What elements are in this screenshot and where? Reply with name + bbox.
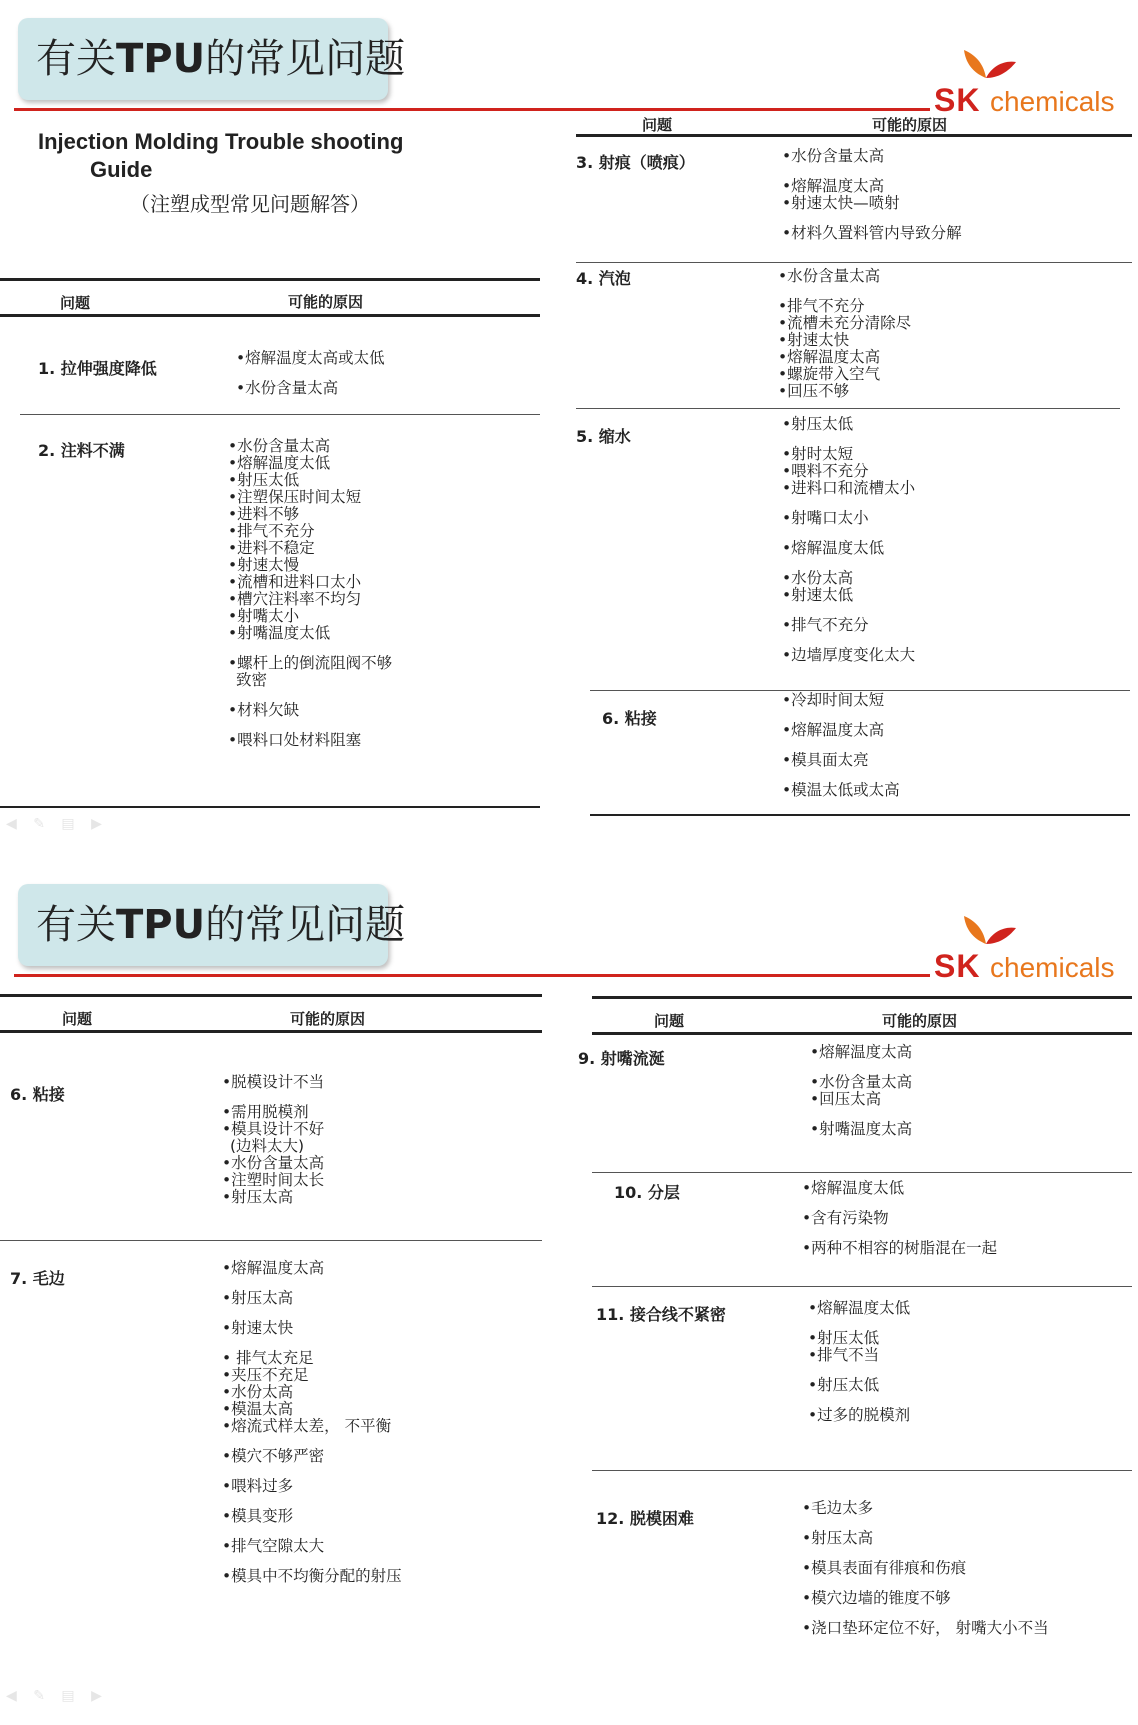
header-rule [0,314,540,317]
problem-label: 3. 射痕（喷痕） [576,153,695,172]
slide-nav-icons[interactable]: ◀ ✎ ▤ ▶ [6,816,108,832]
table-top-rule [0,278,540,281]
logo-chemicals-text: chemicals [990,86,1115,117]
cause-item: •熔解温度太高 [810,1043,913,1061]
cause-item: •螺杆上的倒流阻阀不够 [228,654,393,672]
logo-chemicals-text: chemicals [990,952,1115,983]
header-rule [0,1030,542,1033]
cause-group [808,1377,910,1394]
cause-item: •注塑保压时间太短 [228,488,362,506]
logo-sk-text: SK [934,82,981,118]
slide-title: 有关TPU的常见问题 [18,18,388,100]
cause-item: •排气不充分 [782,616,869,634]
cause-item: •排气不充分 [228,522,315,540]
cause-item: •射嘴温度太低 [228,624,331,642]
cause-group [810,1074,912,1108]
cause-item: •射压太低 [808,1329,880,1347]
cause-group [228,732,392,749]
logo-sk-text: SK [934,948,981,984]
table-top-rule [592,996,1132,999]
cause-item: •喂料过多 [222,1477,294,1495]
cause-item: •熔解温度太低 [228,454,331,472]
cause-group [782,570,915,604]
row-divider [576,408,1120,409]
row-divider [592,1172,1132,1173]
cause-group [782,782,900,799]
cause-group [802,1530,1049,1547]
cause-group [222,1478,402,1495]
cause-item: •流槽和进料口太小 [228,573,362,591]
cause-group [222,1448,402,1465]
cause-item: •夹压不充足 [222,1366,309,1384]
cause-group [222,1074,324,1091]
problem-label: 6. 粘接 [10,1085,65,1104]
cause-item: •模穴边墙的锥度不够 [802,1589,951,1607]
cause-item: •模具中不均衡分配的射压 [222,1567,402,1585]
cause-group [782,225,962,242]
cause-item: •射速太快—喷射 [782,194,900,212]
cause-item: •进料不稳定 [228,539,315,557]
cause-item: • 排气太充足 [222,1349,314,1367]
cause-item: •水份含量太高 [236,379,339,397]
row-divider [576,262,1132,263]
cause-item: •冷却时间太短 [782,691,885,709]
cause-list [802,1180,997,1270]
cause-item: •熔解温度太低 [808,1299,911,1317]
cause-item: •水份太高 [222,1383,294,1401]
header-problem: 问题 [62,1010,93,1028]
cause-item: •熔解温度太低 [782,539,885,557]
cause-group [802,1590,1049,1607]
cause-group [810,1044,912,1061]
cause-list [802,1500,1049,1650]
table-bottom-rule [0,806,540,808]
cause-group [222,1568,402,1585]
cause-list [228,438,392,762]
cause-item: •浇口垫环定位不好， 射嘴大小不当 [802,1619,1049,1637]
cause-item: •射速太快 [778,331,850,349]
slide-1 [0,0,1138,859]
cause-item: •回压太高 [810,1090,882,1108]
cause-group [228,438,392,642]
cause-item: •流槽未充分清除尽 [778,314,912,332]
cause-group [222,1350,402,1435]
cause-group [782,692,900,709]
cause-item: •射速太慢 [228,556,300,574]
cause-item: •喂料不充分 [782,462,869,480]
cause-group [802,1620,1049,1637]
problem-label: 2. 注料不满 [38,441,125,460]
table-top-rule [0,994,542,997]
cause-item: •射速太低 [782,586,854,604]
cause-list [778,268,911,413]
sk-chemicals-logo [920,914,1120,986]
cause-group [802,1560,1049,1577]
problem-label: 5. 缩水 [576,427,631,446]
table-bottom-rule [590,814,1130,816]
header-rule [576,134,1132,137]
header-cause: 可能的原因 [288,293,364,311]
cause-group [222,1290,402,1307]
cause-item: •进料口和流槽太小 [782,479,916,497]
cause-list [236,350,385,410]
problem-label: 7. 毛边 [10,1269,65,1288]
header-cause: 可能的原因 [290,1010,366,1028]
slide-nav-icons[interactable]: ◀ ✎ ▤ ▶ [6,1688,108,1704]
cause-item: •材料欠缺 [228,701,300,719]
problem-label: 10. 分层 [614,1183,680,1202]
cause-item: •水份含量太高 [228,437,331,455]
cause-item: •熔解温度太高或太低 [236,349,385,367]
cause-item: •水份含量太高 [222,1154,325,1172]
cause-item: •射压太高 [222,1188,294,1206]
cause-group [782,752,900,769]
cause-list [782,416,915,677]
slide-2 [0,866,1138,1725]
header-cause: 可能的原因 [882,1012,958,1030]
cause-list [782,692,900,812]
cause-group [782,617,915,634]
cause-item: •模穴不够严密 [222,1447,325,1465]
cause-item: •射压太低 [808,1376,880,1394]
cause-group [778,298,911,400]
row-divider [592,1470,1132,1471]
cause-item: •熔流式样太差， 不平衡 [222,1417,392,1435]
cause-item: •射压太低 [228,471,300,489]
cause-item: •模温太低或太高 [782,781,900,799]
cause-item: •模温太高 [222,1400,294,1418]
cause-item: •模具面太亮 [782,751,869,769]
cause-item: •射压太高 [802,1529,874,1547]
cause-group [782,540,915,557]
cause-item: •水份太高 [782,569,854,587]
row-divider [592,1286,1132,1287]
cause-item: •含有污染物 [802,1209,889,1227]
cause-item: •模具表面有徘痕和伤痕 [802,1559,967,1577]
cause-item: •熔解温度太高 [782,721,885,739]
cause-item: •射速太快 [222,1319,294,1337]
cause-item: •注塑时间太长 [222,1171,325,1189]
title-underline [14,974,930,977]
problem-label: 1. 拉伸强度降低 [38,359,157,378]
cause-group [782,722,900,739]
problem-label: 9. 射嘴流涎 [578,1049,665,1068]
cause-group [236,380,385,397]
problem-label: 11. 接合线不紧密 [596,1305,726,1324]
header-problem: 问题 [654,1012,685,1030]
cause-list [782,148,962,255]
slide-title: 有关TPU的常见问题 [18,884,388,966]
title-underline [14,108,930,111]
cause-item: •排气空隙太大 [222,1537,325,1555]
problem-label: 4. 汽泡 [576,269,631,288]
guide-title-line-2: Guide [90,157,153,182]
cause-group [222,1508,402,1525]
cause-item: •模具变形 [222,1507,294,1525]
row-divider [0,1240,542,1241]
cause-group [782,446,915,497]
cause-group [782,510,915,527]
cause-item: •毛边太多 [802,1499,874,1517]
guide-title-cn: （注塑成型常见问题解答） [130,192,370,216]
cause-item: •槽穴注料率不均匀 [228,590,362,608]
cause-item: •射压太高 [222,1289,294,1307]
cause-item: 致密 [236,671,268,689]
cause-group [782,647,915,664]
cause-list [808,1300,910,1437]
cause-group [228,655,392,689]
header-problem: 问题 [642,116,673,134]
cause-item: •熔解温度太高 [782,177,885,195]
cause-item: •过多的脱模剂 [808,1406,911,1424]
problem-label: 6. 粘接 [602,709,657,728]
cause-item: •喂料口处材料阻塞 [228,731,362,749]
cause-group [222,1260,402,1277]
cause-item: •射压太低 [782,415,854,433]
cause-group [782,148,962,165]
cause-group [810,1121,912,1138]
cause-item: •回压不够 [778,382,850,400]
cause-group [802,1240,997,1257]
cause-item: •射嘴太小 [228,607,300,625]
cause-group [778,268,911,285]
cause-item: •熔解温度太高 [222,1259,325,1277]
cause-list [222,1074,324,1219]
cause-group [222,1538,402,1555]
sk-chemicals-logo [920,48,1120,120]
cause-item: •水份含量太高 [782,147,885,165]
cause-list [810,1044,912,1151]
cause-item: •水份含量太高 [810,1073,913,1091]
cause-group [222,1104,324,1206]
header-cause: 可能的原因 [872,116,948,134]
cause-item: •射嘴温度太高 [810,1120,913,1138]
cause-item: •熔解温度太高 [778,348,881,366]
guide-title-line-1: Injection Molding Trouble shooting [38,129,404,154]
cause-group [802,1180,997,1197]
cause-group [808,1407,910,1424]
cause-item: (边料太大) [230,1137,305,1155]
cause-group [228,702,392,719]
cause-item: •两种不相容的树脂混在一起 [802,1239,998,1257]
cause-item: •模具设计不好 [222,1120,325,1138]
cause-group [802,1500,1049,1517]
cause-item: •排气不当 [808,1346,880,1364]
cause-group [808,1300,910,1317]
cause-item: •脱模设计不当 [222,1073,325,1091]
cause-list [222,1260,402,1598]
cause-group [802,1210,997,1227]
cause-item: •需用脱模剂 [222,1103,309,1121]
cause-item: •射时太短 [782,445,854,463]
guide-title-en [38,128,403,184]
cause-item: •螺旋带入空气 [778,365,881,383]
cause-item: •熔解温度太低 [802,1179,905,1197]
cause-group [808,1330,910,1364]
cause-item: •排气不充分 [778,297,865,315]
cause-item: •水份含量太高 [778,267,881,285]
header-problem: 问题 [60,294,91,312]
cause-item: •边墙厚度变化太大 [782,646,916,664]
header-rule [592,1032,1132,1035]
cause-item: •材料久置料管内导致分解 [782,224,962,242]
problem-label: 12. 脱模困难 [596,1509,694,1528]
cause-group [782,178,962,212]
cause-group [236,350,385,367]
cause-item: •进料不够 [228,505,300,523]
cause-group [782,416,915,433]
row-divider [20,414,540,415]
cause-item: •射嘴口太小 [782,509,869,527]
cause-group [222,1320,402,1337]
